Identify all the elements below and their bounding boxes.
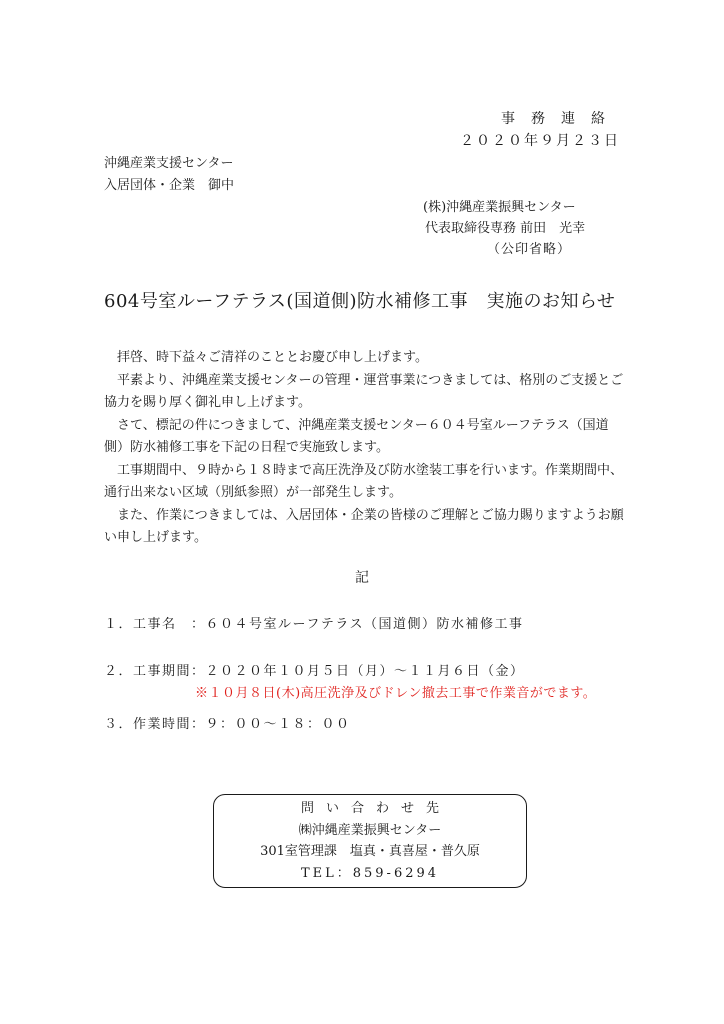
document-date: ２０２０年９月２３日 xyxy=(460,133,620,149)
contact-organization: ㈱沖縄産業振興センター xyxy=(298,822,442,838)
item-construction-name: １．工事名 ：６０４号室ルーフテラス（国道側）防水補修工事 xyxy=(104,617,524,632)
body-paragraph: 平素より、沖縄産業支援センターの管理・運営事業につきましては、格別のご支援とご協力を賜り厚く御礼申し上げます。 xyxy=(104,372,624,410)
body-paragraph: 工事期間中、９時から１８時まで高圧洗浄及び防水塗装工事を行います。作業期間中、通行出来ない区域（別紙参照）が一部発生します。 xyxy=(104,462,623,500)
contact-heading: 問い合わせ先 xyxy=(300,801,451,816)
sender-person: 代表取締役専務 前田 光幸 xyxy=(425,221,586,236)
body-text xyxy=(104,347,624,550)
sender-organization: (株)沖縄産業振興センター xyxy=(423,200,576,215)
seal-note: （公印省略） xyxy=(487,242,572,257)
document-type: 事務連絡 xyxy=(501,111,621,127)
contact-box xyxy=(213,794,527,888)
recipient-line-1: 沖縄産業支援センター xyxy=(104,156,234,171)
item-period-note: ※１０月８日(木)高圧洗浄及びドレン撤去工事で作業音がでます。 xyxy=(195,686,597,701)
contact-department: 301室管理課 塩真・真喜屋・普久原 xyxy=(260,844,480,859)
body-paragraph: 拝啓、時下益々ご清祥のこととお慶び申し上げます。 xyxy=(117,350,428,365)
document-title: 604号室ルーフテラス(国道側)防水補修工事 実施のお知らせ xyxy=(104,291,616,312)
ki-heading: 記 xyxy=(355,570,369,586)
contact-telephone: TEL：859-6294 xyxy=(300,865,440,881)
body-paragraph: さて、標記の件につきまして、沖縄産業支援センター６０４号室ルーフテラス（国道側）防水補修工事を下記の日程で実施致します。 xyxy=(104,417,609,455)
body-paragraph: また、作業につきましては、入居団体・企業の皆様のご理解とご協力賜りますようお願い申し上げます。 xyxy=(104,507,624,545)
recipient-line-2: 入居団体・企業 御中 xyxy=(104,178,235,193)
item-construction-period: ２．工事期間：２０２０年１０月５日（月）～１１月６日（金） xyxy=(104,664,525,679)
item-work-hours: ３．作業時間：９：００～１８：００ xyxy=(104,717,351,732)
